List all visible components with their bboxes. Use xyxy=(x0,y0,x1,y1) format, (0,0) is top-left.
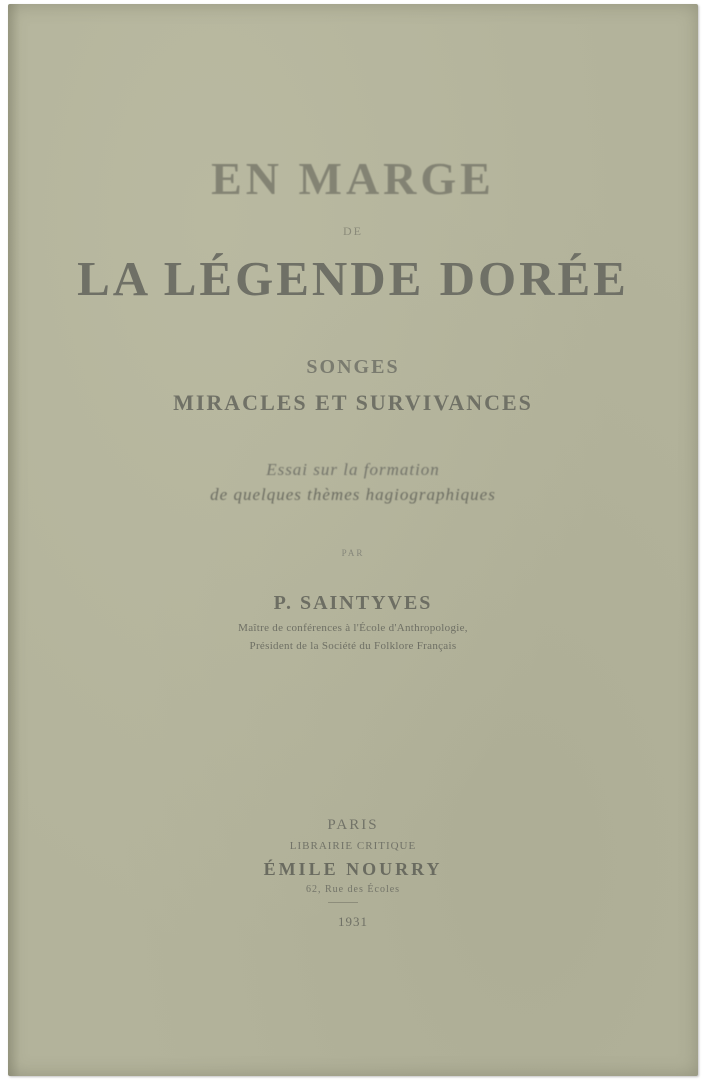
subtitle-line-1: SONGES xyxy=(306,356,400,378)
author-affiliation-2: Président de la Société du Folklore Français xyxy=(249,640,457,652)
imprint-city: PARIS xyxy=(327,817,379,833)
imprint-divider xyxy=(328,902,358,903)
title-line-1: EN MARGE xyxy=(211,153,495,204)
by-label: PAR xyxy=(341,548,365,558)
imprint-year: 1931 xyxy=(338,914,368,929)
essay-line-1: Essai sur la formation xyxy=(266,460,440,479)
subtitle-line-2: MIRACLES ET SURVIVANCES xyxy=(173,390,533,415)
title-line-2: LA LÉGENDE DORÉE xyxy=(77,251,629,306)
imprint-publisher: ÉMILE NOURRY xyxy=(263,859,443,879)
imprint-address: 62, Rue des Écoles xyxy=(305,884,401,895)
author-name: P. SAINTYVES xyxy=(273,592,433,614)
imprint-bookshop: LIBRAIRIE CRITIQUE xyxy=(289,840,417,852)
author-affiliation-1: Maître de conférences à l'École d'Anthropologie, xyxy=(238,622,468,634)
title-connector: DE xyxy=(343,224,363,238)
book-cover xyxy=(8,4,698,1076)
essay-line-2: de quelques thèmes hagiographiques xyxy=(210,485,496,504)
